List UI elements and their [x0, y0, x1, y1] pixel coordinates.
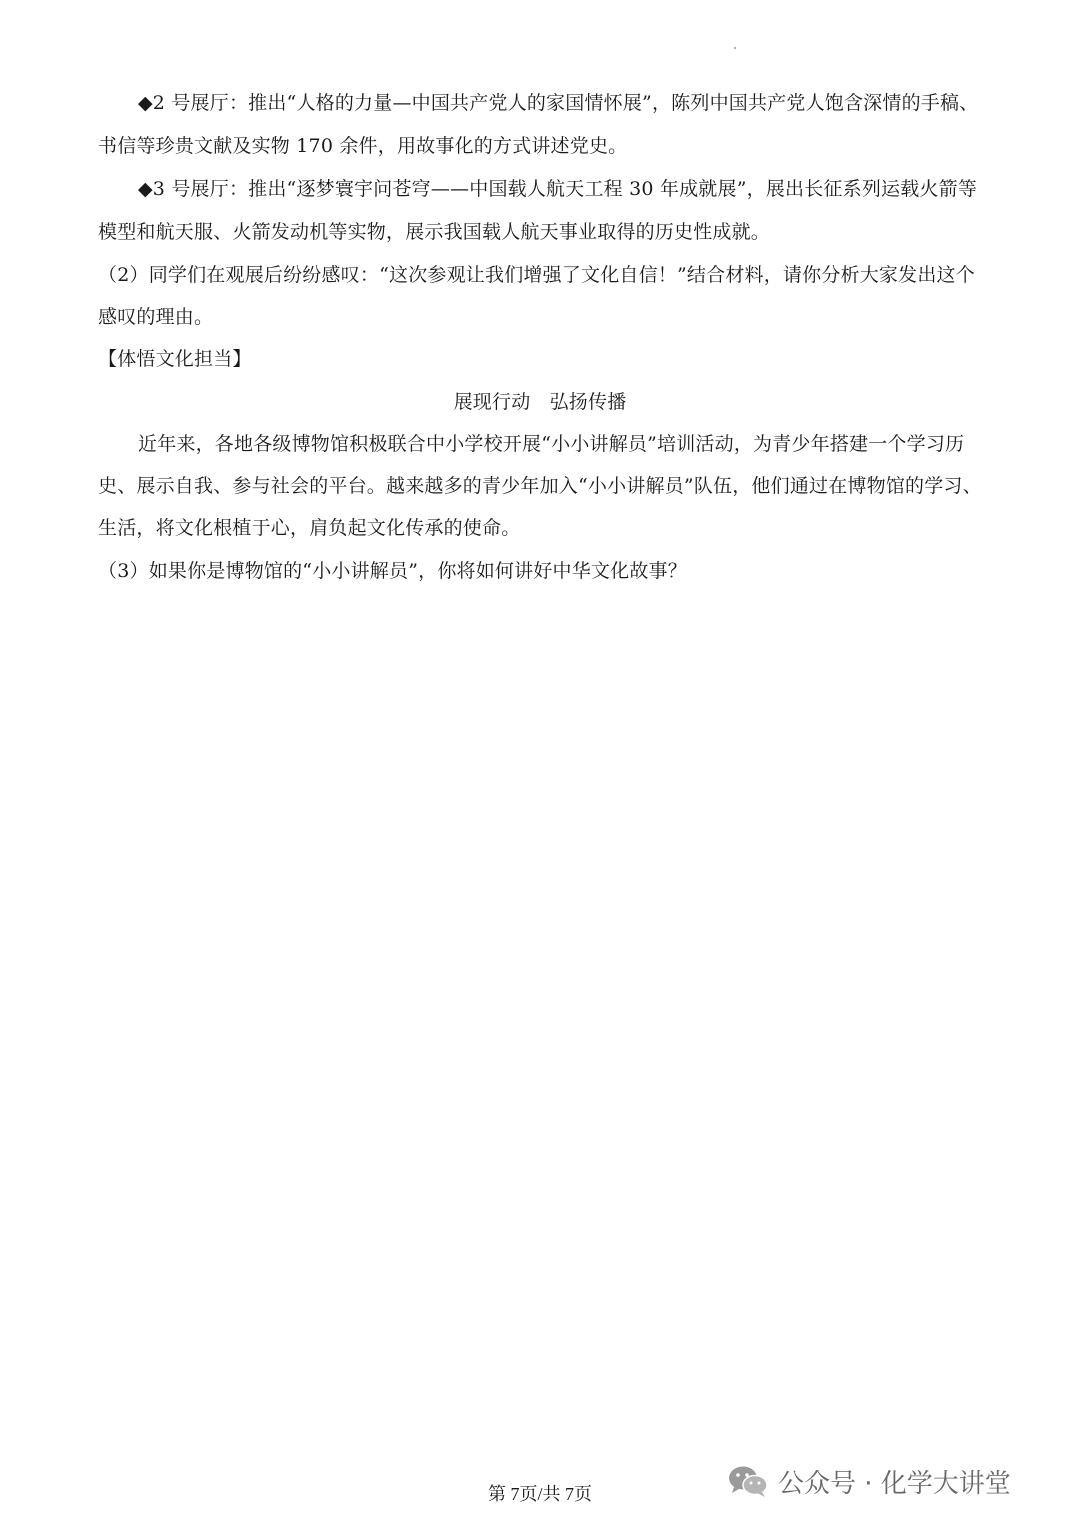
section-heading: 【体悟文化担当】 [98, 348, 252, 370]
watermark-text: 公众号 · 化学大讲堂 [778, 1468, 1011, 1499]
question-2-line-2: 感叹的理由。 [98, 306, 214, 328]
hall2-text-line-2: 书信等珍贵文献及实物 170 余件，用故事化的方式讲述党史。 [98, 135, 628, 157]
wechat-icon [726, 1463, 770, 1499]
question-2-line-1: （2）同学们在观展后纷纷感叹：“这次参观让我们增强了文化自信！”结合材料，请你分析大家发出这个 [98, 264, 975, 286]
watermark [726, 1459, 1011, 1503]
scan-dot [734, 47, 736, 49]
paragraph-line-3: 生活，将文化根植于心，肩负起文化传承的使命。 [98, 517, 521, 539]
question-3-line-1: （3）如果你是博物馆的“小小讲解员”，你将如何讲好中华文化故事？ [98, 560, 687, 582]
paragraph-line-2: 史、展示自我、参与社会的平台。越来越多的青少年加入“小小讲解员”队伍，他们通过在博物馆的学习、 [98, 475, 982, 497]
paragraph-line-1: 近年来，各地各级博物馆积极联合中小学校开展“小小讲解员”培训活动，为青少年搭建一个学习历 [138, 433, 965, 455]
section-subtitle: 展现行动 弘扬传播 [453, 391, 627, 413]
hall3-text-line-1: ◆3 号展厅：推出“逐梦寰宇问苍穹——中国载人航天工程 30 年成就展”，展出长征系列运载火箭等 [138, 178, 978, 200]
page-number: 第 7页/共 7页 [487, 1484, 592, 1504]
hall3-text-line-2: 模型和航天服、火箭发动机等实物，展示我国载人航天事业取得的历史性成就。 [98, 221, 771, 243]
hall2-text-line-1: ◆2 号展厅：推出“人格的力量—中国共产党人的家国情怀展”，陈列中国共产党人饱含深情的手稿、 [138, 92, 979, 114]
